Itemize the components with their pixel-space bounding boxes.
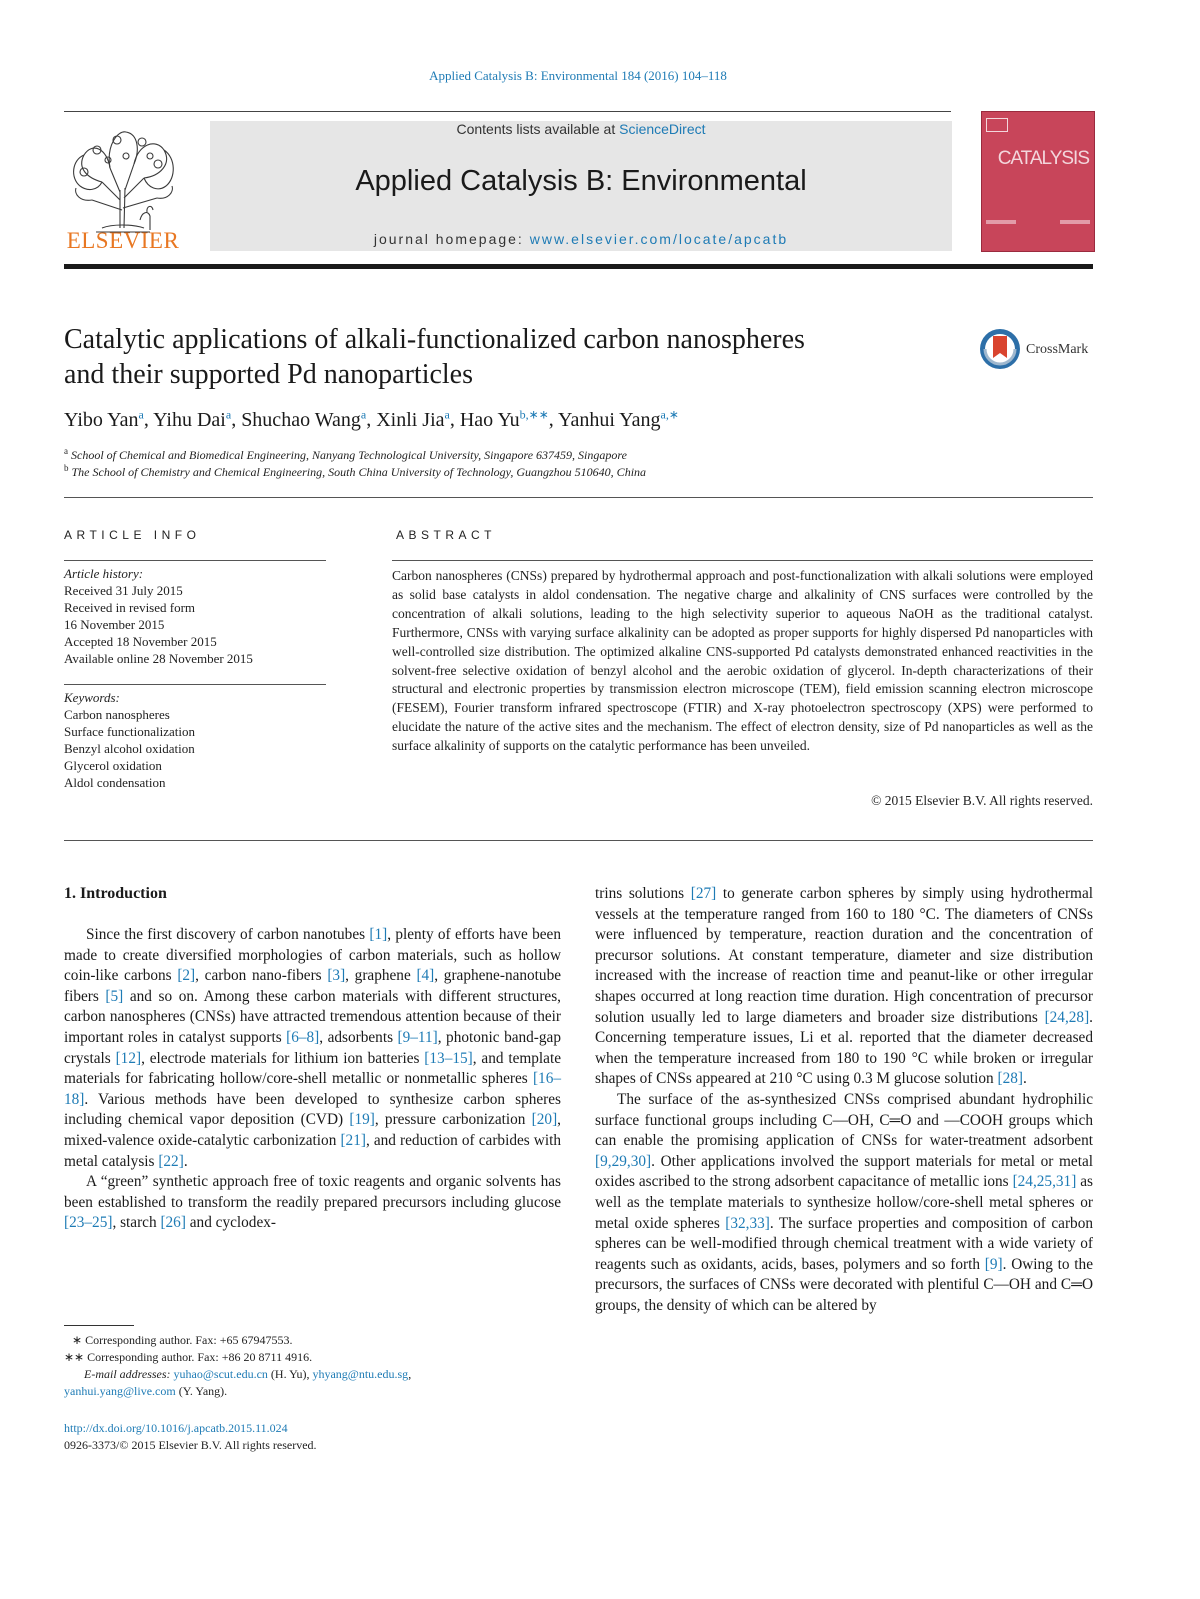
author[interactable]: Shuchao Wang$^a$ [241, 407, 367, 431]
masthead-rule [64, 264, 1093, 269]
email-link[interactable]: yuhao@scut.edu.cn [173, 1367, 268, 1381]
text-run: A “green” synthetic approach free of toxic reagents and organic solvents has been established to transform the readily prepared precursors including glucose [64, 1173, 561, 1211]
email-link[interactable]: yanhui.yang@live.com [64, 1384, 176, 1398]
affiliation-b: $^b$ The School of Chemistry and Chemical Engineering, South China University of Technology, Guangzhou 510640, China [64, 463, 647, 479]
abstract-copyright: © 2015 Elsevier B.V. All rights reserved. [871, 793, 1093, 808]
keyword: Glycerol oxidation [64, 758, 162, 773]
text-run: . [183, 1152, 188, 1170]
text-run: Since the first discovery of carbon nanotubes [86, 926, 370, 943]
email-link[interactable]: yhyang@ntu.edu.sg [312, 1367, 409, 1381]
keyword: Surface functionalization [64, 724, 196, 739]
doi-link[interactable]: http://dx.doi.org/10.1016/j.apcatb.2015.11.024 [64, 1421, 288, 1435]
abstract-text: Carbon nanospheres (CNSs) prepared by hydrothermal approach and post-functionalization with alkali solutions were employed as solid base catalysts in aldol condensation. The negative charge and alkalinity of CNS surfaces were controlled by the concentration of alkali solutions, leading to the high selectivity superior to aqueous NaOH as the traditional catalyst. Furthermore, CNSs with varying surface alkalinity can be adopted as proper supports for highly dispersed Pd nanoparticles with well-controlled size distribution. The optimized alkaline CNS-supported Pd catalysts demonstrated enhanced reactivities in the solvent-free selective oxidation of benzyl alcohol and the aerobic oxidation of glycerol. In-depth characterizations of their structural and electronic properties by transmission electron microscope (TEM), field emission scanning electron microscope (FESEM), Fourier transform infrared spectroscope (FTIR) and X-ray photoelectron spectroscopy (XPS) were performed to elucidate the nature of the active sites and the mechanism. The effect of electron density, size of Pd nanoparticles as well as the surface alkalinity of supports on the catalytic performance has been unveiled. [392, 568, 1093, 754]
reference-link[interactable]: [21] [340, 1131, 366, 1149]
text-run: The surface of the as-synthesized CNSs comprised abundant hydrophilic surface functional groups including C—OH, C═O and —COOH groups which can enable the promising application of CNSs for water-treatment adsorbent [595, 1090, 1093, 1150]
abstract-heading: ABSTRACT [396, 528, 497, 542]
journal-cover [981, 111, 1095, 252]
reference-link[interactable]: [3] [327, 967, 346, 985]
section-heading: 1. Introduction [64, 885, 167, 902]
paragraph [595, 884, 1093, 1090]
text-run: and so on. Among these carbon materials with different structures, carbon nanospheres (CNSs) have attracted tremendous attention because of their important roles in catalyst supports [64, 987, 561, 1046]
paragraph [64, 1172, 561, 1234]
text-run: , and reduction of carbides with metal catalysis [64, 1131, 561, 1170]
reference-link[interactable]: [9–11] [397, 1028, 438, 1046]
text-run: . Owing to the precursors, the surfaces of CNSs were decorated with plentiful C—OH and C═O groups, the density of which can be altered by [595, 1255, 1093, 1314]
journal-citation[interactable]: Applied Catalysis B: Environmental 184 (2016) 104–118 [429, 68, 727, 83]
text-run: , graphene-nanotube fibers [64, 967, 562, 1005]
footnotes [64, 1332, 564, 1400]
article-info-heading: ARTICLE INFO [64, 528, 201, 542]
cover-detail [986, 220, 1016, 224]
text-run: , graphene [345, 967, 417, 985]
text-run: . Various methods have been developed to synthesize carbon spheres including chemical vapor deposition (CVD) [64, 1090, 561, 1129]
author[interactable]: Yanhui Yang$^{a,∗}$ [558, 407, 679, 431]
divider [64, 684, 326, 685]
keyword: Benzyl alcohol oxidation [64, 741, 195, 756]
text-run: . The surface properties and composition of carbon spheres can be well-modified through chemical treatment with a wide variety of reagents such as oxidants, acids, bases, polymers and so forth [595, 1214, 1093, 1273]
reference-link[interactable]: [19] [349, 1111, 375, 1129]
homepage-link[interactable]: www.elsevier.com/locate/apcatb [529, 231, 789, 247]
crossmark-label[interactable]: CrossMark [1026, 342, 1089, 357]
author[interactable]: Xinli Jia$^a$ [376, 407, 450, 431]
author[interactable]: Yihu Dai$^a$ [153, 407, 232, 431]
reference-link[interactable]: [6–8] [286, 1028, 320, 1046]
text-run: , mixed-valence oxide-catalytic carbonization [64, 1111, 561, 1149]
text-run: to generate carbon spheres by simply using hydrothermal vessels at the temperature ranged from 160 to 180 °C. The diameters of CNSs were influenced by temperature, reaction duration and the concentration of precursor solutions. At constant temperature, diameter and size distribution increased with the increase of reaction time and peanut-like or other irregular shapes occurred at long reaction time duration. High concentration of precursor solution usually led to large diameters and broader size distributions [595, 885, 1093, 1026]
text-run: . Other applications involved the support materials for metal or metal oxides ascribed to the strong adsorbent capacitance of metallic ions [595, 1152, 1093, 1191]
paragraph [64, 925, 561, 1172]
text-run: , plenty of efforts have been made to create diversified morphologies of carbon materials, such as hollow coin-like carbons [64, 926, 561, 985]
reference-link[interactable]: [22] [158, 1152, 184, 1170]
sciencedirect-link[interactable]: ScienceDirect [619, 121, 706, 137]
author[interactable]: Hao $Yu^{b,∗∗}$ [459, 407, 549, 431]
text-run: , electrode materials for lithium ion batteries [141, 1049, 425, 1067]
text-run: trins solutions [595, 885, 691, 902]
journal-homepage: journal homepage: www.elsevier.com/locate/apcatb [373, 231, 789, 247]
keyword: Aldol condensation [64, 775, 166, 790]
footnote-emails: E-mail addresses: yuhao@scut.edu.cn (H. Yu), yhyang@ntu.edu.sg, [84, 1367, 412, 1381]
affiliation-a: $^a$ School of Chemical and Biomedical Engineering, Nanyang Technological University, Singapore 637459, Singapore [64, 446, 627, 462]
text-run: . [1023, 1070, 1027, 1088]
reference-link[interactable]: [2] [177, 967, 196, 985]
reference-link[interactable]: [9,29,30] [595, 1152, 652, 1170]
author-list: Yibo Yan$^a$, Yihu Dai$^a$, Shuchao Wang$^a$, Xinli Jia$^a$, Hao $Yu^{b,∗∗}$, Yanhui Yang$^{a,∗}$ [64, 407, 679, 431]
elsevier-logo-text: ELSEVIER [66, 228, 180, 253]
reference-link[interactable]: [20] [531, 1111, 558, 1129]
reference-link[interactable]: [23–25] [64, 1214, 113, 1232]
issn-line: 0926-3373/© 2015 Elsevier B.V. All rights reserved. [64, 1438, 317, 1452]
author[interactable]: Yibo Yan$^a$ [64, 407, 144, 431]
text-run: , carbon nano-fibers [195, 967, 328, 985]
reference-link[interactable]: [1] [369, 926, 388, 943]
text-run: , adsorbents [319, 1028, 398, 1046]
reference-link[interactable]: [16–18] [64, 1070, 561, 1108]
divider [392, 560, 1093, 561]
reference-link[interactable]: [27] [690, 885, 717, 902]
reference-link[interactable]: [5] [105, 987, 124, 1005]
reference-link[interactable]: [12] [115, 1049, 142, 1067]
reference-link[interactable]: [4] [416, 967, 435, 985]
footnote-emails: yanhui.yang@live.com (Y. Yang). [64, 1384, 228, 1398]
text-run: . Concerning temperature issues, Li et al. reported that the diameter decreased when the temperature increased from 180 to 190 °C while broken or irregular shapes of CNSs appeared at 210 °C using 0.3 M glucose solution [595, 1008, 1093, 1088]
footnote-rule [64, 1325, 134, 1326]
reference-link[interactable]: [28] [997, 1070, 1024, 1088]
text-run: , and template materials for fabricating hollow/core-shell metallic or nonmetallic spheres [64, 1049, 561, 1088]
divider [64, 497, 1093, 498]
reference-link[interactable]: [24,28] [1044, 1008, 1090, 1026]
reference-link[interactable]: [24,25,31] [1012, 1173, 1077, 1191]
header-rule [64, 111, 951, 112]
cover-detail [1060, 220, 1090, 224]
paragraph [595, 1090, 1093, 1317]
body-column-left [64, 925, 561, 1234]
article-title: Catalytic applications of alkali-functionalized carbon nanospheres and their supported Pd nanoparticles [64, 324, 805, 390]
text-run: and cyclodex- [185, 1214, 276, 1232]
text-run: , pressure carbonization [374, 1111, 532, 1129]
journal-name: Applied Catalysis B: Environmental [355, 165, 807, 197]
footnote: ∗∗ Corresponding author. Fax: +86 20 8711 4916. [64, 1350, 313, 1364]
contents-line: Contents lists available at ScienceDirect [456, 121, 706, 137]
keywords: Keywords: Carbon nanospheres Surface functionalization Benzyl alcohol oxidation Glycerol oxidation Aldol condensation [64, 689, 326, 791]
reference-link[interactable]: [9] [984, 1255, 1003, 1273]
text-run: as well as the template materials to synthesize hollow/core-shell metal spheres or metal oxide spheres [595, 1173, 1093, 1232]
doi-block [64, 1420, 564, 1454]
body-column-right [595, 884, 1093, 1316]
text-run: , starch [112, 1214, 161, 1232]
cover-title: CATALYSIS [997, 148, 1089, 169]
crossmark-icon[interactable] [979, 328, 1021, 370]
footnote: ∗ Corresponding author. Fax: +65 67947553. [72, 1333, 293, 1347]
keyword: Carbon nanospheres [64, 707, 170, 722]
divider [64, 560, 326, 561]
cover-logo-icon [986, 118, 1008, 132]
text-run: , photonic band-gap crystals [64, 1028, 561, 1067]
divider [64, 840, 1093, 841]
article-history: Article history: Received 31 July 2015 Received in revised form 16 November 2015 Accepted 18 November 2015 Available online 28 November 2015 [64, 566, 253, 666]
reference-link[interactable]: [13–15] [424, 1049, 473, 1067]
reference-link[interactable]: [26] [160, 1214, 186, 1232]
reference-link[interactable]: [32,33] [725, 1214, 770, 1232]
